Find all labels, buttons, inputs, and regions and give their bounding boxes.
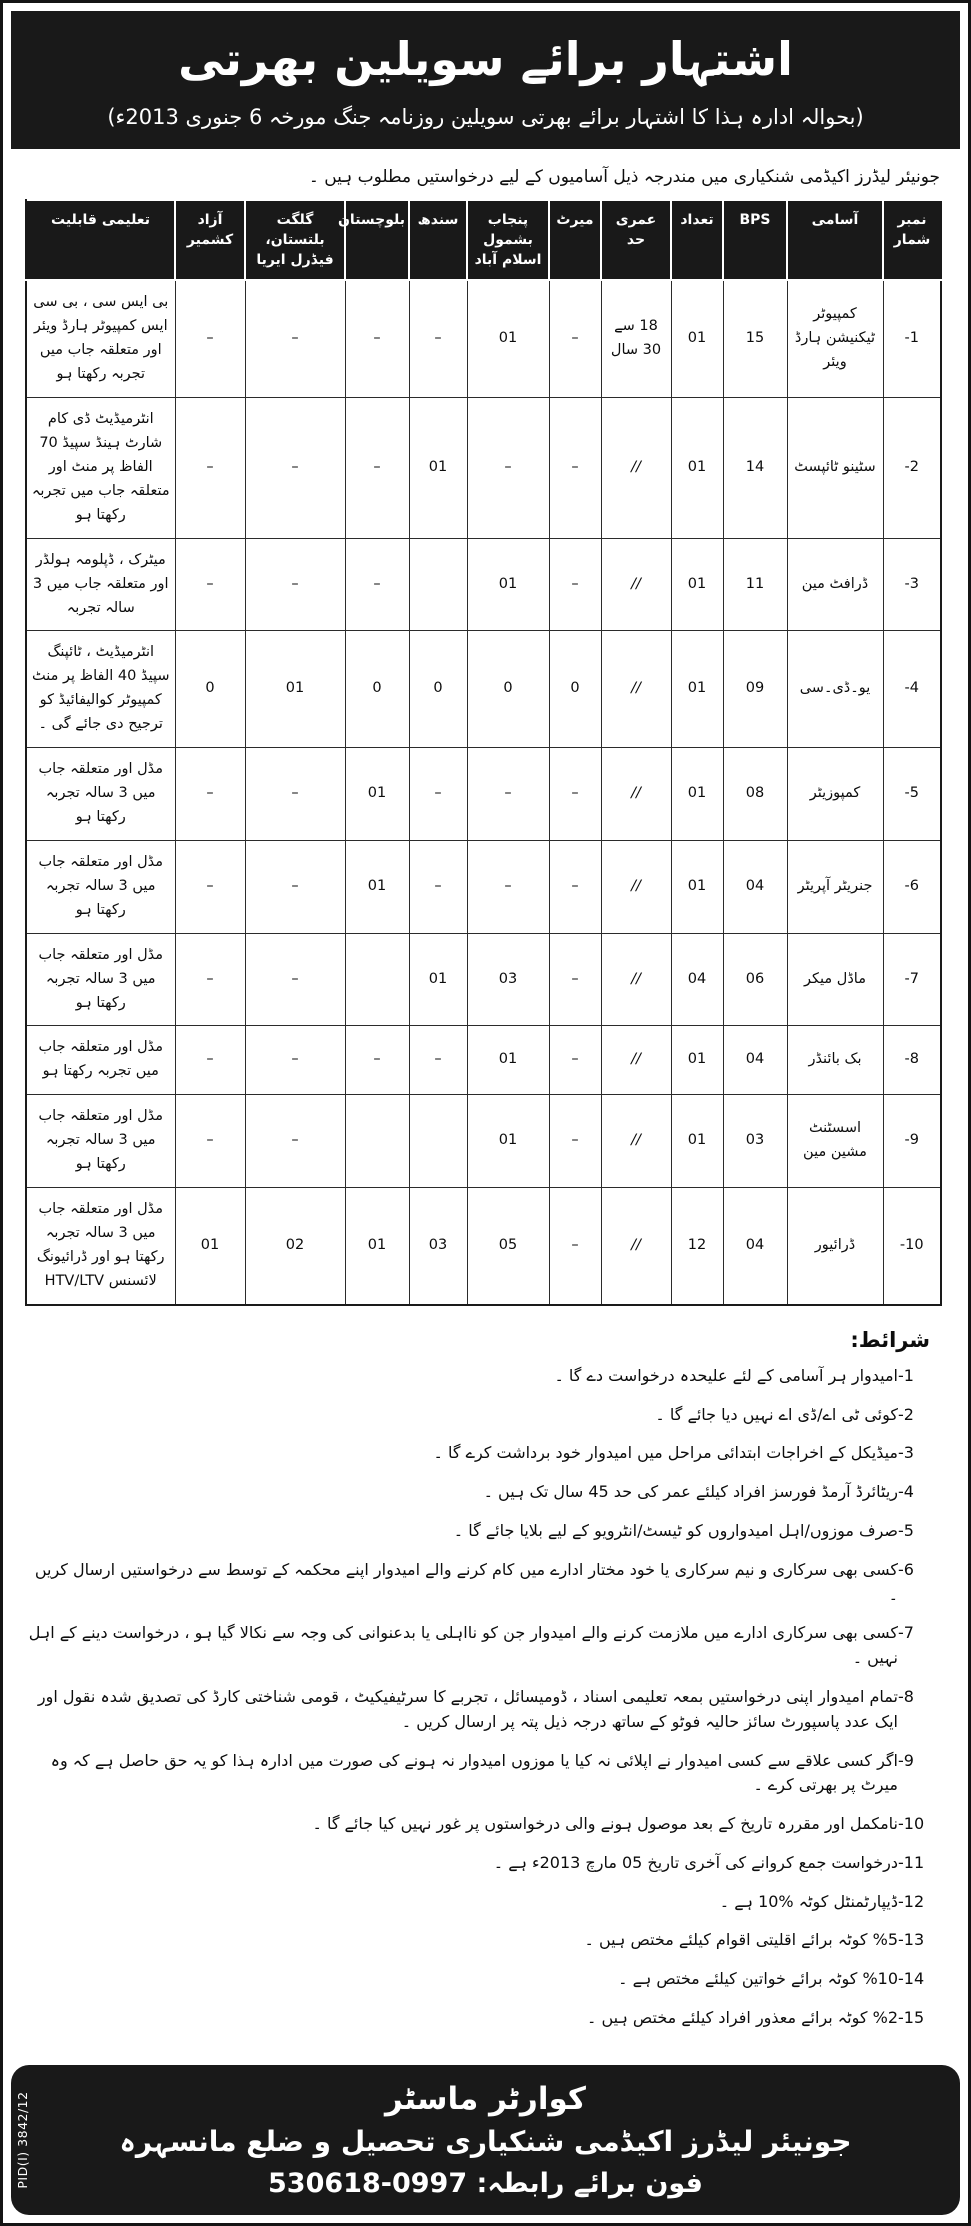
condition-text: امیدوار ہر آسامی کے لئے علیحدہ درخواست دے گا ۔ — [554, 1365, 898, 1385]
condition-text: ڈیپارٹمنٹل کوٹہ %10 ہے ۔ — [719, 1891, 898, 1911]
ditto-mark: // — [631, 1236, 641, 1253]
table-cell: 01 — [671, 748, 723, 841]
table-row — [26, 1188, 941, 1305]
table-cell: – — [175, 1095, 245, 1188]
table-header — [26, 200, 941, 281]
condition-item — [21, 1364, 946, 1389]
condition-number: -12 — [898, 1891, 925, 1911]
table-cell: انٹرمیڈیٹ ڈی کام شارٹ ہینڈ سپیڈ 70 الفاظ پر منٹ اور متعلقہ جاب میں تجربہ رکھتا ہو — [26, 398, 175, 539]
table-cell: – — [549, 748, 601, 841]
table-cell: 01 — [671, 280, 723, 397]
table-cell: – — [549, 1095, 601, 1188]
table-row — [26, 280, 941, 397]
table-cell — [601, 840, 671, 933]
condition-number: -8 — [898, 1686, 914, 1706]
table-cell: 03 — [723, 1095, 787, 1188]
condition-text: کوئی ٹی اے/ڈی اے نہیں دیا جائے گا ۔ — [655, 1404, 898, 1424]
table-cell: مڈل اور متعلقہ جاب میں 3 سالہ تجربہ رکھتا ہو — [26, 933, 175, 1026]
table-header-row — [26, 200, 941, 281]
ditto-mark: // — [631, 680, 641, 697]
table-cell: 03 — [409, 1188, 467, 1305]
condition-item — [21, 1749, 946, 1799]
table-cell: – — [175, 933, 245, 1026]
table-cell: ڈرافٹ مین — [787, 538, 883, 631]
table-cell: 04 — [671, 933, 723, 1026]
condition-number: -15 — [898, 2008, 925, 2028]
footer-address: جونیئر لیڈرز اکیڈمی شنکیاری تحصیل و ضلع مانسہرہ — [119, 2124, 852, 2158]
condition-number: -7 — [898, 1623, 914, 1643]
table-cell: ماڈل میکر — [787, 933, 883, 1026]
condition-text: تمام امیدوار اپنی درخواستیں بمعہ تعلیمی اسناد ، ڈومیسائل ، تجربے کا سرٹیفیکیٹ ، قومی شناختی کارڈ کی تصدیق شدہ نقول اور ایک عدد پاسپورٹ سائز حالیہ فوٹو کے ساتھ درجہ ذیل پتہ پر ارسال کریں ۔ — [37, 1686, 898, 1731]
table-cell: 01 — [671, 840, 723, 933]
condition-item — [21, 1519, 946, 1544]
table-cell: 01 — [345, 748, 409, 841]
footer-banner — [11, 2065, 960, 2215]
table-cell: -3 — [883, 538, 941, 631]
condition-number: -1 — [898, 1365, 914, 1385]
ditto-mark: // — [631, 458, 641, 475]
table-cell: بی ایس سی ، بی سی ایس کمپیوٹر ہارڈ ویئر اور متعلقہ جاب میں تجربہ رکھتا ہو — [26, 280, 175, 397]
table-cell: 01 — [671, 398, 723, 539]
table-cell: 01 — [409, 398, 467, 539]
table-cell: – — [175, 1026, 245, 1095]
table-cell: – — [549, 933, 601, 1026]
condition-item — [21, 1812, 946, 1837]
table-cell: اسسٹنٹ مشین مین — [787, 1095, 883, 1188]
table-cell: 03 — [467, 933, 549, 1026]
table-cell: -6 — [883, 840, 941, 933]
condition-text: ریٹائرڈ آرمڈ فورسز افراد کیلئے عمر کی حد 45 سال تک ہیں ۔ — [483, 1482, 898, 1502]
table-cell: 09 — [723, 631, 787, 748]
table-cell: – — [549, 538, 601, 631]
table-cell: سٹینو ٹائپسٹ — [787, 398, 883, 539]
table-cell: -8 — [883, 1026, 941, 1095]
page-title: اشتہار برائے سویلین بھرتی — [178, 32, 793, 86]
conditions-section — [9, 1306, 962, 2053]
table-cell — [601, 1095, 671, 1188]
table-cell: – — [549, 840, 601, 933]
condition-number: -9 — [898, 1750, 914, 1770]
table-cell: – — [467, 398, 549, 539]
table-cell: 02 — [245, 1188, 345, 1305]
table-cell: 01 — [671, 538, 723, 631]
condition-item — [21, 1685, 946, 1735]
table-cell: – — [175, 538, 245, 631]
table-cell — [601, 1188, 671, 1305]
condition-item — [21, 1890, 946, 1915]
ditto-mark: // — [631, 575, 641, 592]
table-cell: 04 — [723, 1026, 787, 1095]
table-cell: 0 — [549, 631, 601, 748]
table-cell: کمپوزیٹر — [787, 748, 883, 841]
pid-number: PID(I) 3842/12 — [15, 2091, 31, 2189]
table-cell: 01 — [245, 631, 345, 748]
table-cell: 01 — [467, 538, 549, 631]
table-cell: 18 سے 30 سال — [601, 280, 671, 397]
column-header: سندھ — [409, 200, 467, 281]
table-cell: -1 — [883, 280, 941, 397]
table-cell: 01 — [671, 631, 723, 748]
table-cell: – — [409, 1026, 467, 1095]
footer-designation: کوارٹر ماسٹر — [385, 2080, 586, 2117]
ditto-mark: // — [631, 970, 641, 987]
condition-number: -10 — [898, 1814, 925, 1834]
table-row — [26, 538, 941, 631]
table-row — [26, 933, 941, 1026]
condition-item — [21, 1851, 946, 1876]
table-cell: – — [345, 280, 409, 397]
table-cell: -9 — [883, 1095, 941, 1188]
condition-item — [21, 1480, 946, 1505]
column-header: پنجاب بشمول اسلام آباد — [467, 200, 549, 281]
table-cell: – — [245, 840, 345, 933]
table-cell: -10 — [883, 1188, 941, 1305]
condition-text: میڈیکل کے اخراجات ابتدائی مراحل میں امیدوار خود برداشت کرے گا ۔ — [433, 1443, 898, 1463]
condition-number: -4 — [898, 1482, 914, 1502]
table-cell: – — [345, 538, 409, 631]
conditions-list — [21, 1364, 946, 2031]
table-cell: انٹرمیڈیٹ ، ٹائپنگ سپیڈ 40 الفاظ پر منٹ کمپیوٹر کوالیفائیڈ کو ترجیح دی جائے گی ۔ — [26, 631, 175, 748]
table-cell: – — [345, 398, 409, 539]
condition-text: %5 کوٹہ برائے اقلیتی اقوام کیلئے مختص ہیں ۔ — [584, 1930, 898, 1950]
ditto-mark: // — [631, 877, 641, 894]
table-cell: -2 — [883, 398, 941, 539]
condition-number: -3 — [898, 1443, 914, 1463]
condition-item — [21, 1558, 946, 1608]
table-row — [26, 398, 941, 539]
table-cell: 01 — [467, 1026, 549, 1095]
table-cell: 01 — [409, 933, 467, 1026]
table-cell: – — [175, 840, 245, 933]
table-cell: – — [245, 280, 345, 397]
table-cell — [409, 538, 467, 631]
column-header: BPS — [723, 200, 787, 281]
table-cell: – — [467, 748, 549, 841]
table-cell: مڈل اور متعلقہ جاب میں 3 سالہ تجربہ رکھتا ہو — [26, 1095, 175, 1188]
condition-item — [21, 1403, 946, 1428]
table-cell: 15 — [723, 280, 787, 397]
table-cell: – — [549, 1026, 601, 1095]
table-cell: – — [245, 748, 345, 841]
table-cell — [345, 933, 409, 1026]
table-cell: مڈل اور متعلقہ جاب میں 3 سالہ تجربہ رکھتا ہو — [26, 748, 175, 841]
condition-text: کسی بھی سرکاری و نیم سرکاری یا خود مختار ادارے میں کام کرنے والے امیدوار اپنے محکمہ کے توسط سے درخواستیں ارسال کریں ۔ — [34, 1559, 898, 1604]
condition-item — [21, 1441, 946, 1466]
condition-text: کسی بھی سرکاری ادارے میں ملازمت کرنے والے امیدوار جن کو نااہلی یا بدعنوانی کی وجہ سے نکالا گیا ہو ، درخواست دینے کے اہل نہیں ۔ — [28, 1623, 898, 1668]
table-cell: – — [175, 748, 245, 841]
table-cell — [601, 538, 671, 631]
column-header: میرٹ — [549, 200, 601, 281]
table-cell: – — [549, 1188, 601, 1305]
table-cell: 0 — [345, 631, 409, 748]
table-cell: 0 — [467, 631, 549, 748]
table-cell: – — [245, 538, 345, 631]
condition-item — [21, 2006, 946, 2031]
table-cell: – — [245, 1095, 345, 1188]
table-cell: – — [549, 280, 601, 397]
table-cell: 01 — [671, 1095, 723, 1188]
table-cell: – — [175, 398, 245, 539]
table-cell: -5 — [883, 748, 941, 841]
table-cell: 06 — [723, 933, 787, 1026]
table-cell: – — [409, 840, 467, 933]
table-cell — [601, 1026, 671, 1095]
conditions-heading: شرائط: — [850, 1327, 930, 1352]
table-cell: جنریٹر آپریٹر — [787, 840, 883, 933]
header-banner — [11, 11, 960, 149]
condition-text: نامکمل اور مقررہ تاریخ کے بعد موصول ہونے والی درخواستوں پر غور نہیں کیا جائے گا ۔ — [312, 1814, 898, 1834]
page-subtitle: (بحوالہ ادارہ ہذا کا اشتہار برائے بھرتی سویلین روزنامہ جنگ مورخہ 6 جنوری 2013ء) — [107, 104, 864, 129]
table-cell: 04 — [723, 840, 787, 933]
table-cell — [601, 748, 671, 841]
table-cell: مڈل اور متعلقہ جاب میں تجربہ رکھتا ہو — [26, 1026, 175, 1095]
condition-text: درخواست جمع کروانے کی آخری تاریخ 05 مارچ 2013ء ہے ۔ — [493, 1852, 898, 1872]
table-cell: مڈل اور متعلقہ جاب میں 3 سالہ تجربہ رکھتا ہو — [26, 840, 175, 933]
table-cell: 11 — [723, 538, 787, 631]
ditto-mark: // — [631, 785, 641, 802]
column-header: آزاد کشمیر — [175, 200, 245, 281]
vacancies-table — [25, 199, 942, 1306]
table-cell: – — [409, 280, 467, 397]
column-header: بلوچستان — [345, 200, 409, 281]
table-cell: 05 — [467, 1188, 549, 1305]
table-cell — [345, 1095, 409, 1188]
table-cell: 01 — [345, 1188, 409, 1305]
condition-number: -13 — [898, 1930, 925, 1950]
table-row — [26, 748, 941, 841]
table-cell: – — [245, 1026, 345, 1095]
table-cell: – — [467, 840, 549, 933]
table-cell: – — [549, 398, 601, 539]
table-cell: 0 — [409, 631, 467, 748]
table-cell: مڈل اور متعلقہ جاب میں 3 سالہ تجربہ رکھتا ہو اور ڈرائیونگ لائسنس HTV/LTV — [26, 1188, 175, 1305]
table-row — [26, 631, 941, 748]
condition-number: -2 — [898, 1404, 914, 1424]
table-cell: 01 — [671, 1026, 723, 1095]
table-cell: -4 — [883, 631, 941, 748]
column-header: عمری حد — [601, 200, 671, 281]
table-cell: کمپیوٹر ٹیکنیشن ہارڈ ویئر — [787, 280, 883, 397]
condition-text: صرف موزوں/اہل امیدواروں کو ٹیسٹ/انٹرویو کے لیے بلایا جائے گا ۔ — [453, 1520, 898, 1540]
condition-text: %2 کوٹہ برائے معذور افراد کیلئے مختص ہیں ۔ — [586, 2008, 898, 2028]
table-cell: یو۔ڈی۔سی — [787, 631, 883, 748]
table-cell: 0 — [175, 631, 245, 748]
column-header: آسامی — [787, 200, 883, 281]
table-cell: 04 — [723, 1188, 787, 1305]
table-body — [26, 280, 941, 1304]
condition-item — [21, 1967, 946, 1992]
table-cell — [601, 631, 671, 748]
column-header: گلگت بلتستان، فیڈرل ایریا — [245, 200, 345, 281]
table-cell: 01 — [175, 1188, 245, 1305]
table-cell — [409, 1095, 467, 1188]
column-header: تعلیمی قابلیت — [26, 200, 175, 281]
table-cell: 01 — [467, 280, 549, 397]
ditto-mark: // — [631, 1051, 641, 1068]
condition-item — [21, 1928, 946, 1953]
condition-number: -5 — [898, 1520, 914, 1540]
table-cell: 01 — [345, 840, 409, 933]
table-cell: 08 — [723, 748, 787, 841]
table-cell: – — [345, 1026, 409, 1095]
content-area — [9, 151, 962, 2053]
table-cell: – — [245, 398, 345, 539]
table-cell: 12 — [671, 1188, 723, 1305]
table-cell: ڈرائیور — [787, 1188, 883, 1305]
column-header: تعداد — [671, 200, 723, 281]
table-row — [26, 1095, 941, 1188]
table-cell: -7 — [883, 933, 941, 1026]
table-cell: میٹرک ، ڈپلومہ ہولڈر اور متعلقہ جاب میں 3 سالہ تجربہ — [26, 538, 175, 631]
condition-number: -14 — [898, 1969, 925, 1989]
table-cell — [601, 398, 671, 539]
condition-text: %10 کوٹہ برائے خواتین کیلئے مختص ہے ۔ — [618, 1969, 898, 1989]
table-cell: 14 — [723, 398, 787, 539]
condition-text: اگر کسی علاقے سے کسی امیدوار نے اپلائی نہ کیا یا موزوں امیدوار نہ ہونے کی صورت میں ادارہ ہذا کو یہ حق حاصل ہے کہ وہ میرٹ پر بھرتی کرے ۔ — [50, 1750, 898, 1795]
table-row — [26, 1026, 941, 1095]
table-cell: بک بائنڈر — [787, 1026, 883, 1095]
ditto-mark: // — [631, 1132, 641, 1149]
column-header: نمبر شمار — [883, 200, 941, 281]
table-cell — [601, 933, 671, 1026]
table-cell: 01 — [467, 1095, 549, 1188]
footer-phone: فون برائے رابطہ: 0997-530618 — [268, 2167, 703, 2199]
table-cell: – — [175, 280, 245, 397]
intro-line: جونیئر لیڈرز اکیڈمی شنکیاری میں مندرجہ ذیل آسامیوں کے لیے درخواستیں مطلوب ہیں ۔ — [308, 166, 940, 187]
condition-number: -11 — [898, 1852, 925, 1872]
table-row — [26, 840, 941, 933]
table-cell: – — [409, 748, 467, 841]
condition-item — [21, 1621, 946, 1671]
table-cell: – — [245, 933, 345, 1026]
condition-number: -6 — [898, 1559, 914, 1579]
